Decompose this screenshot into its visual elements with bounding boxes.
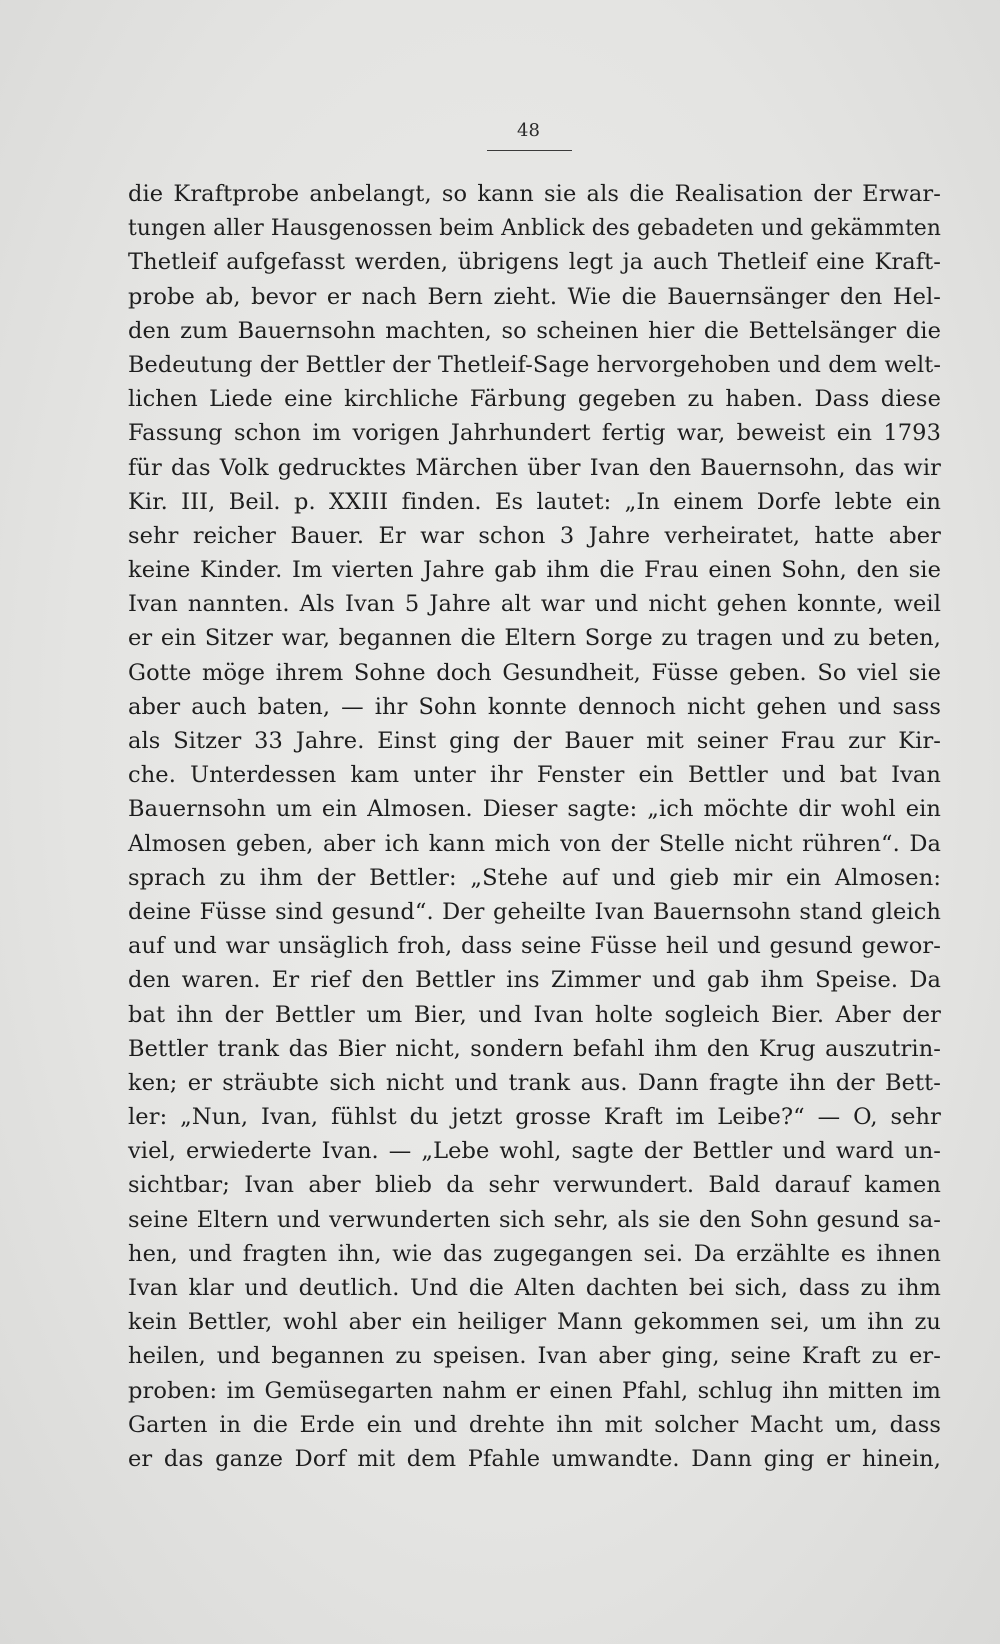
text-line: er das ganze Dorf mit dem Pfahle umwandte. Dann ging er hinein, — [128, 1445, 941, 1472]
text-line: aber auch baten, — ihr Sohn konnte dennoch nicht gehen und sass — [128, 693, 941, 720]
text-line: Bettler trank das Bier nicht, sondern befahl ihm den Krug auszutrin- — [128, 1035, 941, 1062]
page-number-rule — [487, 150, 572, 151]
text-line: er ein Sitzer war, begannen die Eltern Sorge zu tragen und zu beten, — [128, 625, 941, 652]
page-number: 48 — [517, 120, 540, 141]
text-line: Ivan nannten. Als Ivan 5 Jahre alt war und nicht gehen konnte, weil — [128, 591, 941, 618]
text-line: Gotte möge ihrem Sohne doch Gesundheit, Füsse geben. So viel sie — [128, 659, 941, 686]
text-line: lichen Liede eine kirchliche Färbung gegeben zu haben. Dass diese — [128, 386, 941, 413]
text-line: Garten in die Erde ein und drehte ihn mit solcher Macht um, dass — [128, 1411, 941, 1438]
text-line: den zum Bauernsohn machten, so scheinen hier die Bettelsänger die — [128, 317, 941, 344]
text-line: proben: im Gemüsegarten nahm er einen Pfahl, schlug ihn mitten im — [128, 1377, 941, 1404]
text-line: Kir. III, Beil. p. XXIII finden. Es lautet: „In einem Dorfe lebte ein — [128, 488, 941, 515]
text-line: tungen aller Hausgenossen beim Anblick des gebadeten und gekämmten — [128, 215, 941, 242]
text-line: Ivan klar und deutlich. Und die Alten dachten bei sich, dass zu ihm — [128, 1275, 941, 1301]
text-line: als Sitzer 33 Jahre. Einst ging der Bauer mit seiner Frau zur Kir- — [128, 728, 941, 754]
text-line: heilen, und begannen zu speisen. Ivan aber ging, seine Kraft zu er- — [128, 1343, 941, 1370]
text-line: auf und war unsäglich froh, dass seine Füsse heil und gesund gewor- — [128, 933, 941, 960]
text-line: deine Füsse sind gesund“. Der geheilte Ivan Bauernsohn stand gleich — [128, 898, 941, 925]
text-line: den waren. Er rief den Bettler ins Zimmer und gab ihm Speise. Da — [128, 967, 941, 994]
text-line: Bedeutung der Bettler der Thetleif-Sage hervorgehoben und dem welt- — [128, 351, 941, 378]
text-line: viel, erwiederte Ivan. — „Lebe wohl, sagte der Bettler und ward un- — [128, 1138, 941, 1165]
text-line: die Kraftprobe anbelangt, so kann sie als die Realisation der Erwar- — [128, 181, 941, 207]
text-line: Thetleif aufgefasst werden, übrigens legt ja auch Thetleif eine Kraft- — [128, 249, 941, 276]
text-line: ken; er sträubte sich nicht und trank aus. Dann fragte ihn der Bett- — [128, 1069, 941, 1096]
text-line: che. Unterdessen kam unter ihr Fenster ein Bettler und bat Ivan — [128, 762, 941, 789]
text-line: Almosen geben, aber ich kann mich von der Stelle nicht rühren“. Da — [128, 830, 941, 857]
text-line: hen, und fragten ihn, wie das zugegangen sei. Da erzählte es ihnen — [128, 1240, 941, 1267]
text-line: kein Bettler, wohl aber ein heiliger Mann gekommen sei, um ihn zu — [128, 1309, 941, 1336]
text-line: probe ab, bevor er nach Bern zieht. Wie die Bauernsänger den Hel- — [128, 283, 941, 310]
text-line: ler: „Nun, Ivan, fühlst du jetzt grosse Kraft im Leibe?“ — O, sehr — [128, 1104, 941, 1131]
text-line: Fassung schon im vorigen Jahrhundert fertig war, beweist ein 1793 — [128, 420, 941, 447]
text-line: seine Eltern und verwunderten sich sehr, als sie den Sohn gesund sa- — [128, 1206, 941, 1233]
text-line: keine Kinder. Im vierten Jahre gab ihm die Frau einen Sohn, den sie — [128, 557, 941, 584]
text-line: sprach zu ihm der Bettler: „Stehe auf und gieb mir ein Almosen: — [128, 864, 941, 891]
text-line: sichtbar; Ivan aber blieb da sehr verwundert. Bald darauf kamen — [128, 1172, 941, 1199]
text-line: bat ihn der Bettler um Bier, und Ivan holte sogleich Bier. Aber der — [128, 1001, 941, 1028]
text-line: für das Volk gedrucktes Märchen über Ivan den Bauernsohn, das wir — [128, 454, 941, 481]
text-line: sehr reicher Bauer. Er war schon 3 Jahre verheiratet, hatte aber — [128, 522, 941, 549]
text-line: Bauernsohn um ein Almosen. Dieser sagte: „ich möchte dir wohl ein — [128, 796, 941, 823]
body-text — [128, 177, 941, 1476]
